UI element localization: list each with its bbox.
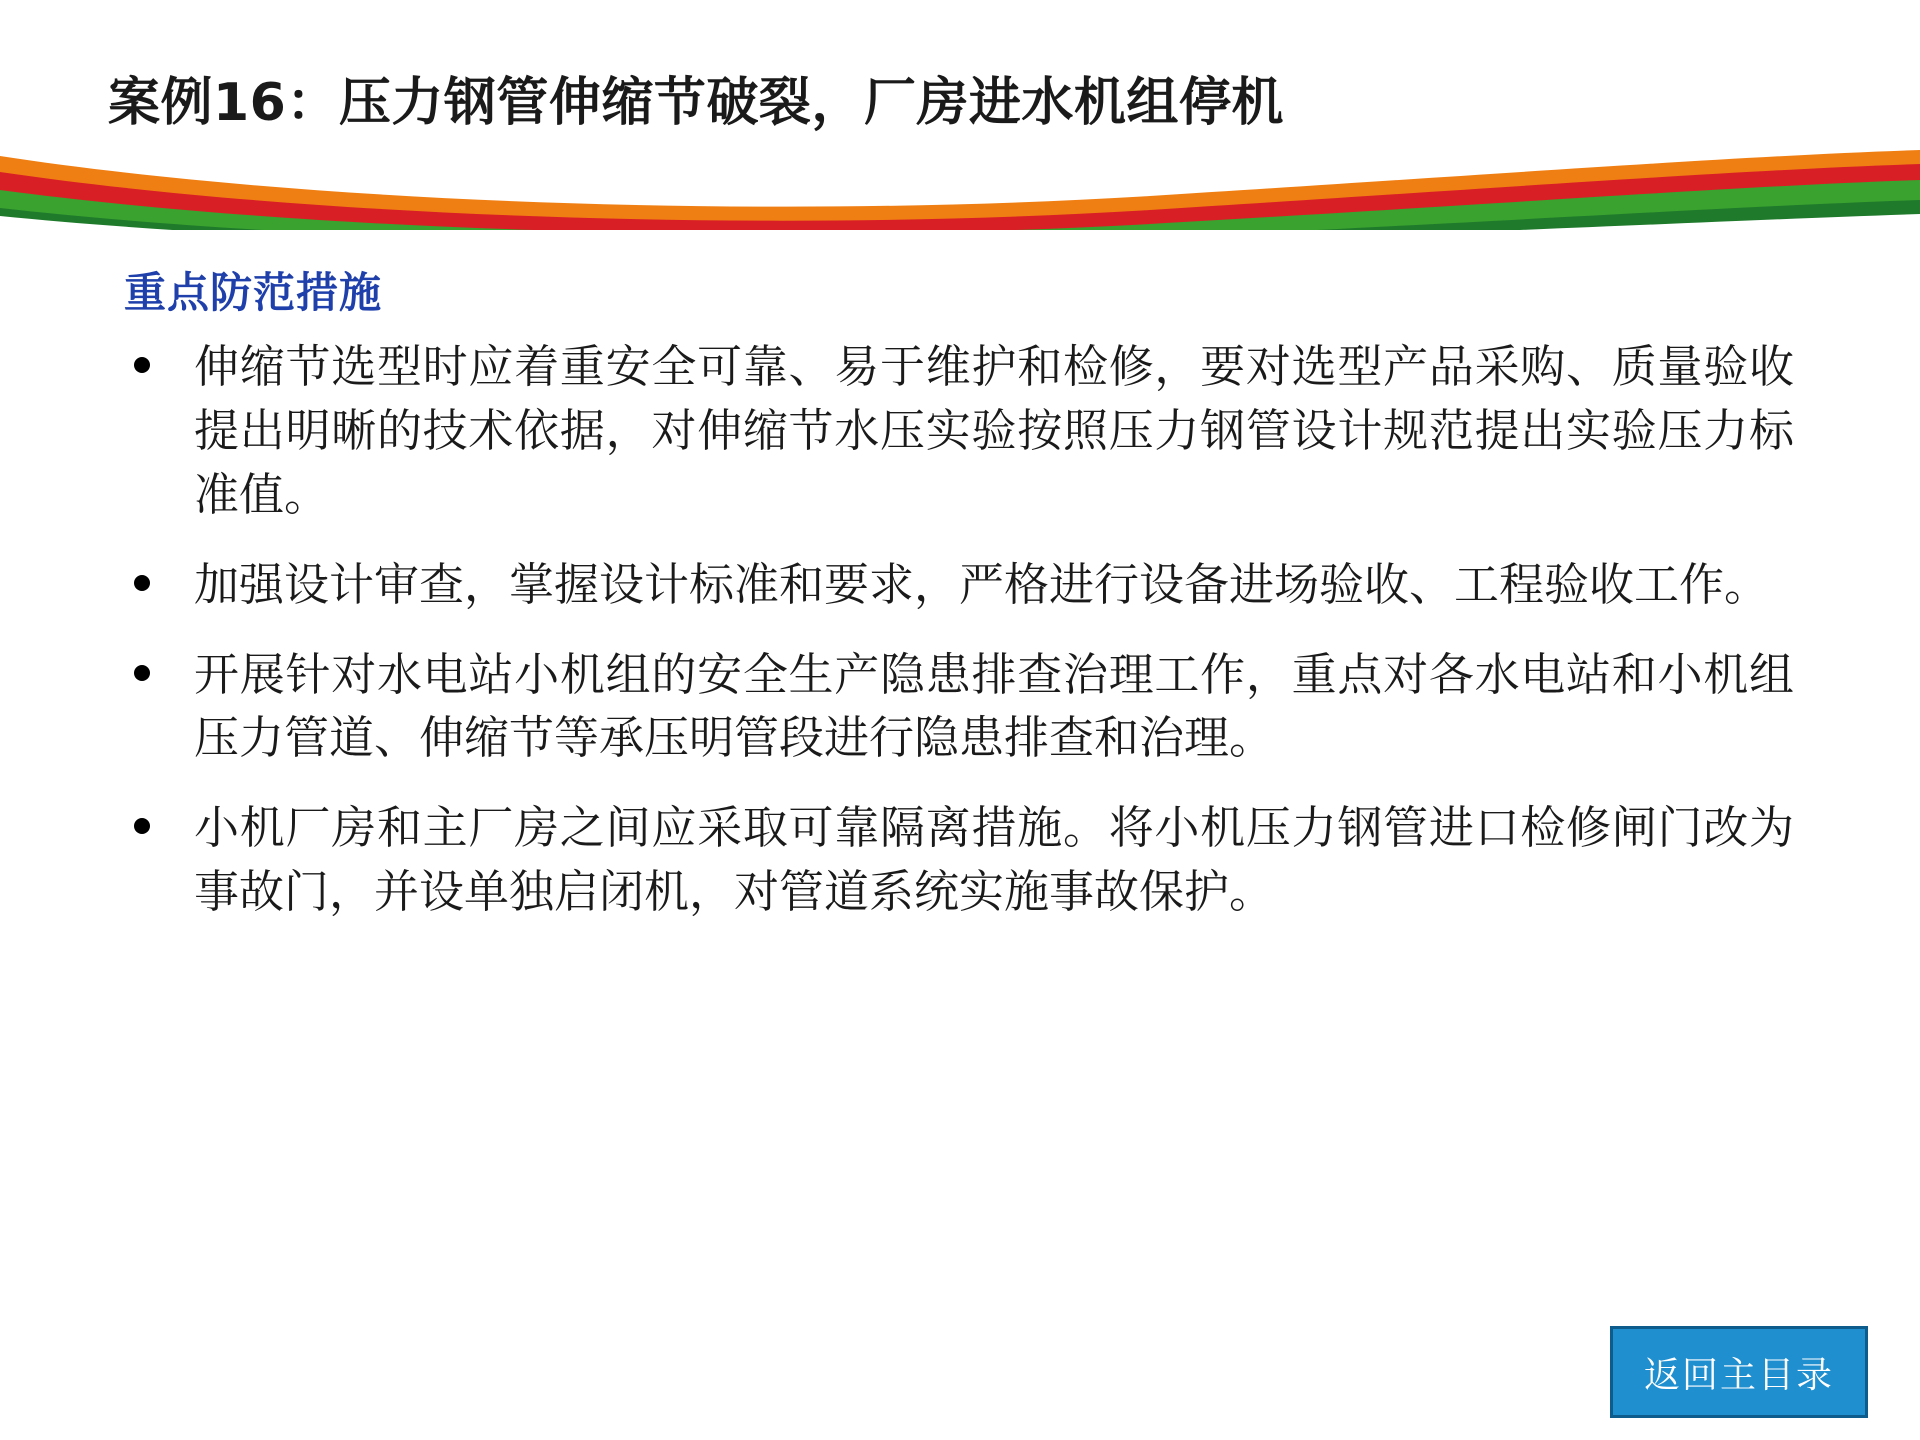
list-item (124, 553, 1814, 617)
list-item (124, 796, 1814, 924)
bullet-dot-icon (124, 643, 194, 686)
list-item-text: 伸缩节选型时应着重安全可靠、易于维护和检修，要对选型产品采购、质量验收提出明晰的技术依据，对伸缩节水压实验按照压力钢管设计规范提出实验压力标准值。 (194, 340, 1794, 521)
bullet-dot-icon (124, 335, 194, 378)
bullet-dot-icon (124, 796, 194, 839)
bullet-list (124, 335, 1814, 950)
bullet-dot-icon (124, 553, 194, 596)
list-item-text: 开展针对水电站小机组的安全生产隐患排查治理工作，重点对各水电站和小机组压力管道、伸缩节等承压明管段进行隐患排查和治理。 (194, 647, 1794, 765)
slide-body (0, 240, 1920, 1440)
return-to-main-menu-button[interactable]: 返回主目录 (1610, 1326, 1868, 1418)
list-item-text: 加强设计审查，掌握设计标准和要求，严格进行设备进场验收、工程验收工作。 (194, 557, 1770, 611)
list-item (124, 643, 1814, 771)
decorative-swoosh-band (0, 150, 1920, 230)
section-heading: 重点防范措施 (124, 268, 383, 317)
list-item (124, 335, 1814, 527)
page-title: 案例16：压力钢管伸缩节破裂，厂房进水机组停机 (108, 73, 1284, 133)
list-item-text: 小机厂房和主厂房之间应采取可靠隔离措施。将小机压力钢管进口检修闸门改为事故门，并设单独启闭机，对管道系统实施事故保护。 (194, 801, 1794, 919)
